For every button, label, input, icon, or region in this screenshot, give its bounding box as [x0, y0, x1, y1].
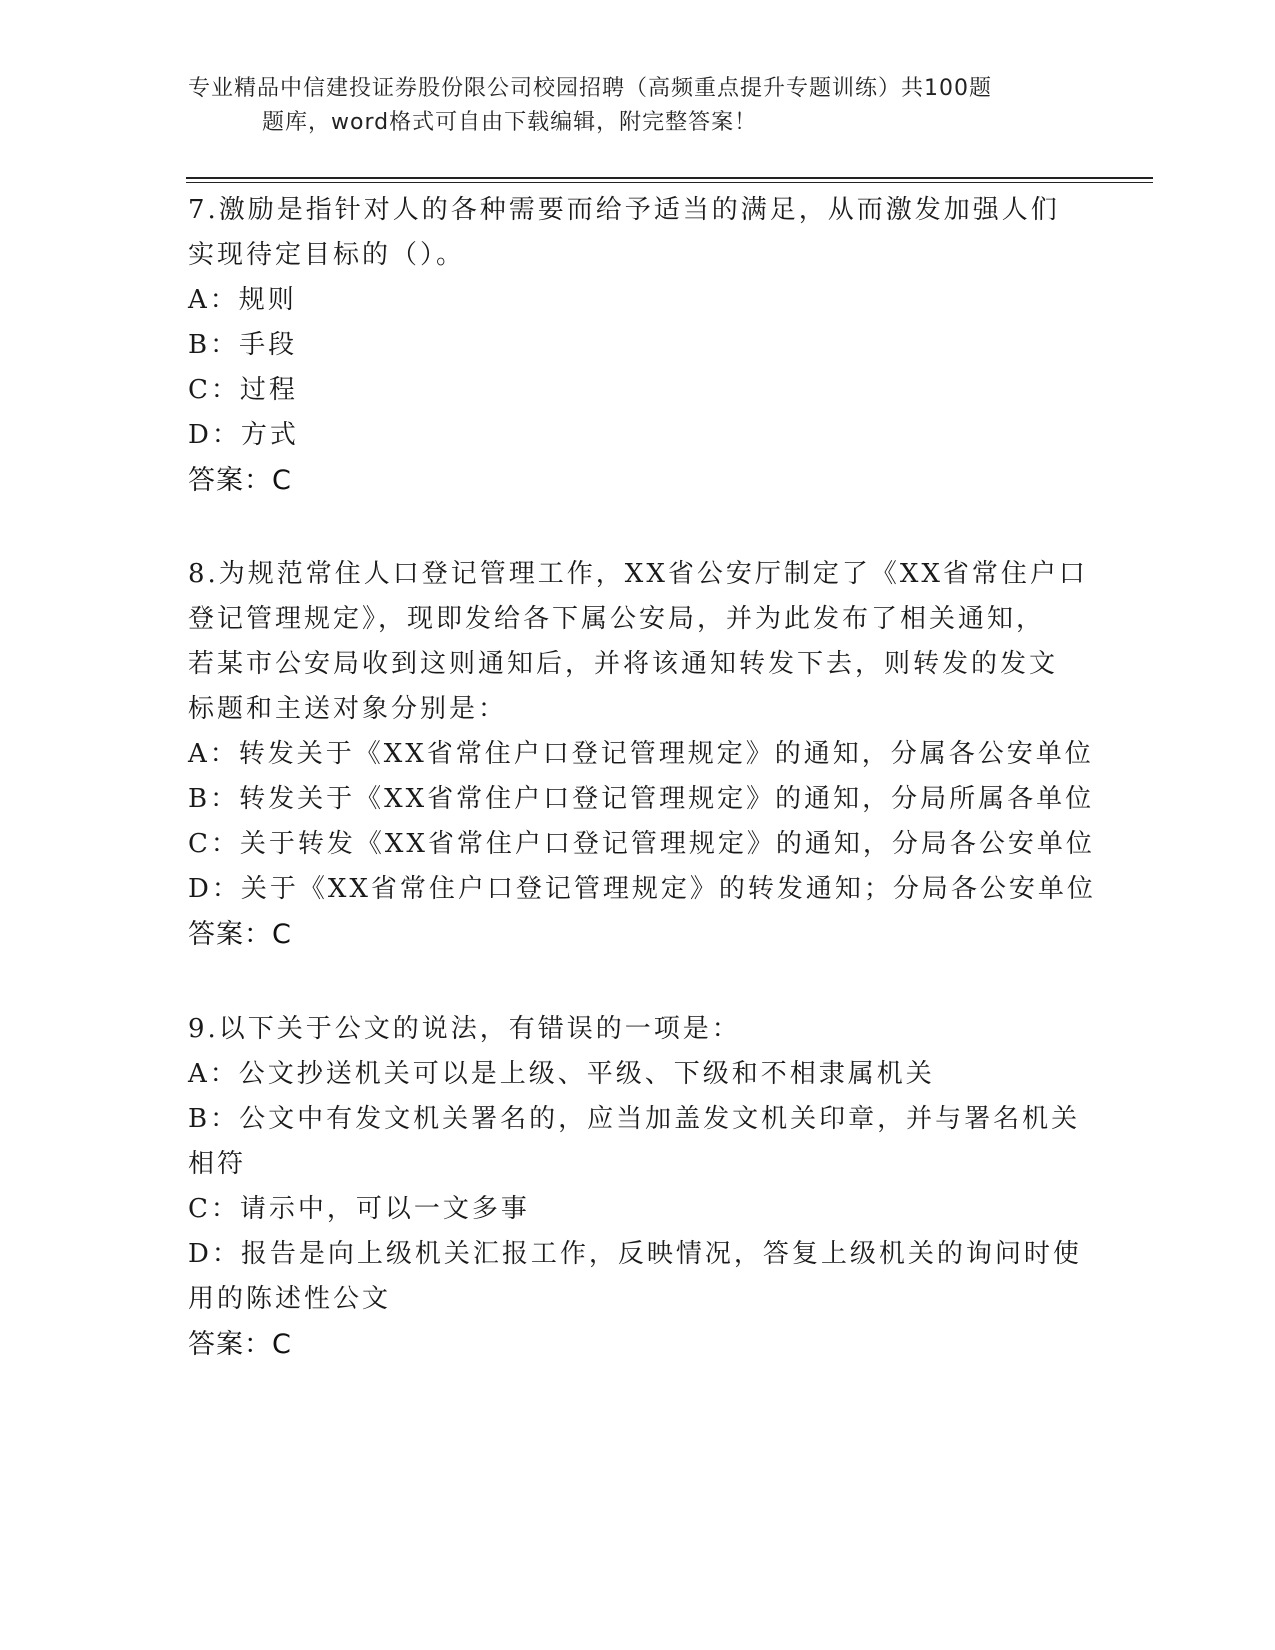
question-9	[188, 1007, 1088, 1367]
option-b: B：转发关于《XX省常住户口登记管理规定》的通知，分局所属各单位	[188, 784, 1095, 814]
option-a: A：规则	[188, 285, 297, 315]
option-b-continued: 相符	[188, 1149, 247, 1179]
answer-line: 答案：C	[188, 919, 292, 950]
option-b: B：手段	[188, 330, 298, 360]
answer-line: 答案：C	[188, 1329, 292, 1360]
header-divider	[186, 177, 1153, 183]
option-c: C：请示中，可以一文多事	[188, 1194, 530, 1224]
question-stem-line: 标题和主送对象分别是：	[188, 694, 508, 724]
option-d: D：关于《XX省常住户口登记管理规定》的转发通知；分局各公安单位	[188, 874, 1096, 904]
option-a: A：公文抄送机关可以是上级、平级、下级和不相隶属机关	[188, 1059, 935, 1089]
question-7	[188, 188, 1088, 503]
option-c: C：关于转发《XX省常住户口登记管理规定》的通知，分局各公安单位	[188, 829, 1095, 859]
option-a: A：转发关于《XX省常住户口登记管理规定》的通知，分属各公安单位	[188, 739, 1094, 769]
header-title-line-2: 题库，word格式可自由下载编辑，附完整答案！	[262, 110, 758, 135]
option-d: D：报告是向上级机关汇报工作，反映情况，答复上级机关的询问时使	[188, 1239, 1082, 1269]
option-b: B：公文中有发文机关署名的，应当加盖发文机关印章，并与署名机关	[188, 1104, 1081, 1134]
option-d-continued: 用的陈述性公文	[188, 1284, 392, 1314]
question-stem-line: 若某市公安局收到这则通知后，并将该通知转发下去，则转发的发文	[188, 649, 1059, 679]
option-d: D：方式	[188, 420, 299, 450]
question-stem-line: 8.为规范常住人口登记管理工作，XX省公安厅制定了《XX省常住户口	[188, 559, 1088, 589]
document-header	[188, 72, 1068, 140]
header-title-line-1: 专业精品中信建投证券股份限公司校园招聘（高频重点提升专题训练）共100题	[188, 76, 992, 101]
answer-line: 答案：C	[188, 465, 292, 496]
question-stem-line: 实现待定目标的（）。	[188, 240, 466, 270]
question-stem-line: 9.以下关于公文的说法，有错误的一项是：	[188, 1014, 741, 1044]
question-8	[188, 552, 1096, 957]
question-stem-line: 登记管理规定》，现即发给各下属公安局，并为此发布了相关通知，	[188, 604, 1046, 634]
option-c: C：过程	[188, 375, 298, 405]
question-stem-line: 7.激励是指针对人的各种需要而给予适当的满足，从而激发加强人们	[188, 195, 1060, 225]
